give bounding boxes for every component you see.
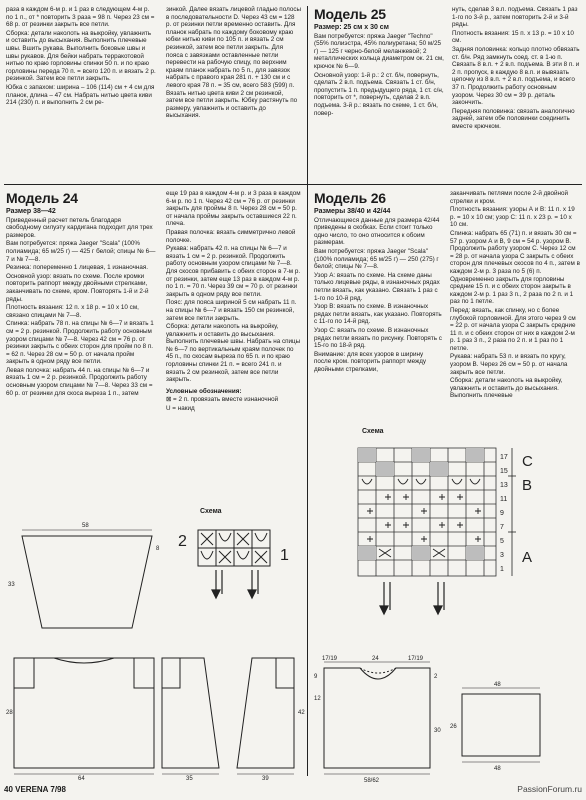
dimension-label: 39	[262, 776, 269, 782]
row-number: 13	[500, 482, 508, 489]
top-column-2	[166, 6, 301, 121]
row-number: 17	[500, 454, 508, 461]
row-number: 9	[500, 510, 504, 517]
page-footer: 40 VERENA 7/98	[4, 785, 66, 794]
row-number: 1	[500, 566, 504, 573]
row-number: 5	[500, 538, 504, 545]
paragraph: Юбка с запахом: ширина – 106 (114) см + 4 см для планок, длина – 47 см. Набрать нитью цвета киви 214 (230) п. и выполнить 2 см ре-	[6, 83, 155, 107]
paragraph: Узор С: вязать по схеме. В изнаночных рядах петли вязать по рисунку. Повторять с 15-го по 18-й ряд.	[314, 326, 442, 350]
model-26-scheme-chart	[330, 436, 580, 636]
dimension-label: 58/62	[364, 778, 380, 784]
watermark: PassionForum.ru	[517, 784, 582, 794]
paragraph: Приведенный расчет петель благодаря свободному силуэту кардигана подходит для трех размеров.	[6, 216, 153, 239]
paragraph: Вам потребуется: пряжа Jaeger "Techno" (55% полиэстра, 45% полиуретана; 50 м/25 г) — 125 г черно-белой меланжевой; 2 металлических кольца диаметром ок. 21 см, крючок № 6—9.	[314, 32, 444, 70]
model-26-column-1	[314, 190, 442, 374]
dimension-label: 17/19	[408, 656, 424, 662]
dimension-label: 42	[298, 710, 305, 716]
dimension-label: 26	[450, 724, 457, 730]
model-26-scheme-label: Схема	[362, 428, 384, 435]
paragraph: нуть, сделав 3 в.п. подъема. Связать 1 раз 1-го по 3-й р., затем повторить 2-й и 3-й ряды.	[452, 6, 578, 29]
pattern-letter: A	[522, 549, 533, 566]
model-26-pattern-diagram	[310, 656, 582, 784]
paragraph: Сборка: детали наколоть на выкройку, увлажнить и оставить до высыхания. Выполнить плечевые швы. Вшить рукава. Выполнить боковые швы и швы рукавов. Для бейки набрать терракотовой нитью по краю горловины спинки 50 п. и по краю горловины переда 70 п. = всего 120 п. и вязать 2 р. резинкой. Затем все петли закрыть.	[6, 29, 156, 83]
paragraph: Вам потребуется: пряжа Jaeger "Scala" (100% полиамида; 65 м/25 г) — 425 г белой; спицы № 6—7 и № 7—8.	[6, 240, 156, 263]
model-26-column-2	[450, 190, 580, 401]
model-26-title: Модель 26	[314, 190, 386, 206]
dimension-label: 33	[8, 582, 15, 588]
legend-title: Условные обозначения:	[166, 387, 242, 395]
row-number: 3	[500, 552, 504, 559]
paragraph: Сборка: детали наколоть на выкройку, увлажнить и оставить до высыхания. Выполнить плечевые швы. Набрать на спицы № 6—7 по вертикальным краям полочек по 45 п., по скосам выреза по 65 п. и по краю горловины спинки 21 п. = всего 241 п. и вязать 2 см резинкой, затем все петли закрыть.	[166, 323, 301, 384]
paragraph: Правая полочка: вязать симметрично левой полочке.	[166, 228, 296, 244]
dimension-label: 24	[372, 656, 379, 662]
paragraph: Плотность вязания: узоры А и В: 11 п. х 19 р. = 10 х 10 см; узор С: 11 п. х 23 р. = 10 х 10 см.	[450, 206, 575, 229]
dimension-label: 17/19	[322, 656, 338, 662]
paragraph: Левая полочка: набрать 44 п. на спицы № 6—7 и вязать 1 см = 2 р. резинкой. Продолжить работу основным узором спицами № 7—8. Через 33 см = 60 р. от резинки для скоса выреза 1 п., затем	[6, 366, 153, 397]
dimension-label: 58	[82, 523, 89, 529]
paragraph: Сборка: детали наколоть на выкройку, увлажнить и оставить до высыхания. Выполнить плечевые	[450, 377, 563, 400]
legend-item: U = накид	[166, 405, 195, 413]
paragraph: Перед: вязать, как спинку, но с более глубокой горловиной. Для этого через 9 см = 22 р. от начала узора С закрыть средние 11 п. и с обеих сторон от них в каждом 2-м р. 1 раз 3 п., 2 раза по 2 п. и 1 раз по 1 петле.	[450, 306, 576, 352]
paragraph: Внимание: для всех узоров в ширину после кром. повторить раппорт между двойными стрелками,	[314, 350, 427, 373]
model-26-size: Размеры 38/40 и 42/44	[314, 208, 391, 215]
dimension-label: 9	[314, 674, 318, 680]
paragraph: Плотность вязания: 15 п. х 13 р. = 10 х 10 см.	[452, 29, 574, 45]
paragraph: Спинка: набрать 65 (71) п. и вязать 30 см = 57 р. узором А и В, 9 см = 54 р. узором В. Продолжить работу узором С. Через 12 см = 28 р. от начала узора С закрыть с обеих сторон для плечевых скосов по 4 п., затем в каждом 2-м р. 3 раза по 5 (6) п. Одновременно закрыть для горловины средние 15 п. и с обеих сторон закрыть в каждом 2-м р. 1 раз 3 п., 2 раза по 2 п. и 1 раз по 1 петле.	[450, 229, 580, 306]
paragraph: Плотность вязания: 12 п. х 18 р. = 10 х 10 см, связано спицами № 7—8.	[6, 304, 139, 319]
model-24-scheme-label: Схема	[200, 508, 222, 515]
dimension-label: 48	[494, 682, 501, 688]
model-24-size: Размер 38—42	[6, 208, 56, 215]
model-25-size: Размер: 25 см х 30 см	[314, 24, 389, 31]
pattern-letter: B	[522, 477, 533, 494]
legend-item: ⊠ = 2 п. провязать вместе изнаночной	[166, 396, 279, 404]
dimension-label: 8	[156, 546, 160, 552]
paragraph: Рукава: набрать 42 п. на спицы № 6—7 и вязать 1 см = 2 р. резинкой. Продолжить работу основным узором спицами № 7—8. Для скосов прибавить с обеих сторон в 7-м р. от резинки, затем еще 13 раз в каждом 4-м р. по 1 п. = 70 п. Через 39 см = 70 р. от резинки закрыть в одном ряду все петли.	[166, 245, 301, 298]
dimension-label: 28	[6, 710, 13, 716]
paragraph: Задняя половинка: кольцо плотно обвязать ст. б/н. Ряд замкнуть соед. ст. в 1-ю п. Связать 8 в.п. + 2 в.п. подъема. В эти 8 п. и 2 п. пропуск, в каждую 8 в.п. и вывязать цепочку из 8 в.п. + 2 в.п. подъема, и всего 37 п. Продолжить работу основным узором. Через 30 см = 39 р. деталь закончить.	[452, 45, 580, 107]
row-number: 11	[500, 496, 508, 503]
row-number: 7	[500, 524, 504, 531]
paragraph: заканчивать петлями после 2-й двойной стрелки и кром.	[450, 190, 569, 205]
paragraph: Основной узор: 1-й р.: 2 ст. б/н, повернуть, сделать 2 в.п. подъема. Связать 1 ст. б/н, пропустить 1 п. предыдущего ряда, 1 ст. с/н, повторить от *, повернуть, сделав 2 в.п. подъема. 3-й р.: вязать по схеме, 1 ст. б/н, повер-	[314, 71, 444, 117]
paragraph: разa в каждом 6-м р. и 1 раз в следующем 4-м р. по 1 п., от * повторить 3 раза = 98 п. Через 23 см = 68 р. от резинки закрыть все петли.	[6, 6, 155, 29]
paragraph: Передняя половинка: связать аналогично задней, затем обе половинки соединить вместе крючком.	[452, 107, 575, 130]
dimension-label: 48	[494, 766, 501, 772]
model-24-column-1	[6, 190, 156, 398]
paragraph: Узор В: вязать по схеме. В изнаночных рядах петли вязать, как указано. Повторять с 11-го по 14-й ряд.	[314, 303, 442, 326]
paragraph: еще 19 раз в каждом 4-м р. и 3 раза в каждом 6-м р. по 1 п. Через 42 см = 76 р. от резинки закрыть для проймы 8 п. Через 28 см = 50 р. от начала проймы закрыть оставшиеся 22 п. плеча.	[166, 190, 301, 228]
dimension-label: 64	[78, 776, 85, 782]
row-number: 15	[500, 468, 508, 475]
paragraph: Пояс: для пояса шириной 5 см набрать 11 п. на спицы № 6—7 и вязать 150 см резинкой, затем все петли закрыть.	[166, 299, 297, 322]
model-24-title: Модель 24	[6, 190, 78, 206]
paragraph: Спинка: набрать 78 п. на спицы № 6—7 и вязать 1 см = 2 р. резинкой. Продолжить работу основным узором спицами № 7—8. Через 42 см = 76 р. от резинки закрыть с обеих сторон для пройм по 8 п. = 62 п. Через 28 см = 50 р. от начала пройм закрыть в одном ряду все петли.	[6, 320, 154, 366]
model-24-column-2	[166, 190, 302, 414]
model-25-column-2	[452, 6, 580, 132]
horizontal-divider	[4, 184, 582, 185]
vertical-divider	[307, 6, 308, 776]
paragraph: Узор А: вязать по схеме. На схеме даны только лицевые ряды, в изнаночных рядах петли вязать, как указано. Связать 1 раз с 1-го по 10-й ряд.	[314, 271, 440, 302]
paragraph: Рукава: набрать 53 п. и вязать по кругу, узором В. Через 26 см = 50 р. от начала закрыть все петли.	[450, 353, 568, 376]
dimension-label: 30	[434, 728, 441, 734]
model-25-title: Модель 25	[314, 6, 386, 22]
paragraph: Вам потребуется: пряжа Jaeger "Scala" (100% полиамида; 65 м/25 г) — 250 (275) г белой; спицы № 7—8.	[314, 247, 439, 271]
paragraph: Основной узор: вязать по схеме. После кромки повторить раппорт между двойными стрелками, заканчивать по схеме, кром. Повторять 1-й и 2-й ряды.	[6, 272, 149, 303]
pattern-letter: C	[522, 453, 533, 470]
paragraph: Отличающиеся данные для размера 42/44 приведены в скобках. Если стоит только одно число, то оно относится к обоим размерам.	[314, 216, 440, 247]
paragraph: Резинка: попеременно 1 лицевая, 1 изнаночная.	[6, 264, 148, 272]
model-25-column-1	[314, 6, 446, 118]
row-number: 2	[178, 533, 187, 550]
dimension-label: 2	[434, 674, 438, 680]
dimension-label: 12	[314, 696, 321, 702]
row-number: 1	[280, 547, 289, 564]
dimension-label: 35	[186, 776, 193, 782]
model-24-pattern-diagram	[4, 518, 304, 780]
paragraph: зинкой. Далее вязать лицевой гладью полосы в последовательности D. Через 43 см = 128 р. от резинки петли временно оставить. Для планок набрать по каждому боковому краю юбки нитью киви по 105 п. и вязать 2 см резинкой, затем все петли закрыть. Для пояса с завязками оставленные петли перевести на рабочую спицу, по верхним краям планок набрать по 5 п., для завязок набрать с правого края 281 п. + 130 см и с левого края 78 п. = 35 см, всего 583 (599) п. Вязать нитью цвета киви 2 см резинкой, затем все петли закрыть. Юбку растянуть по размеру, увлажнить и оставить до высыхания.	[166, 6, 301, 120]
top-column-1	[6, 6, 156, 108]
